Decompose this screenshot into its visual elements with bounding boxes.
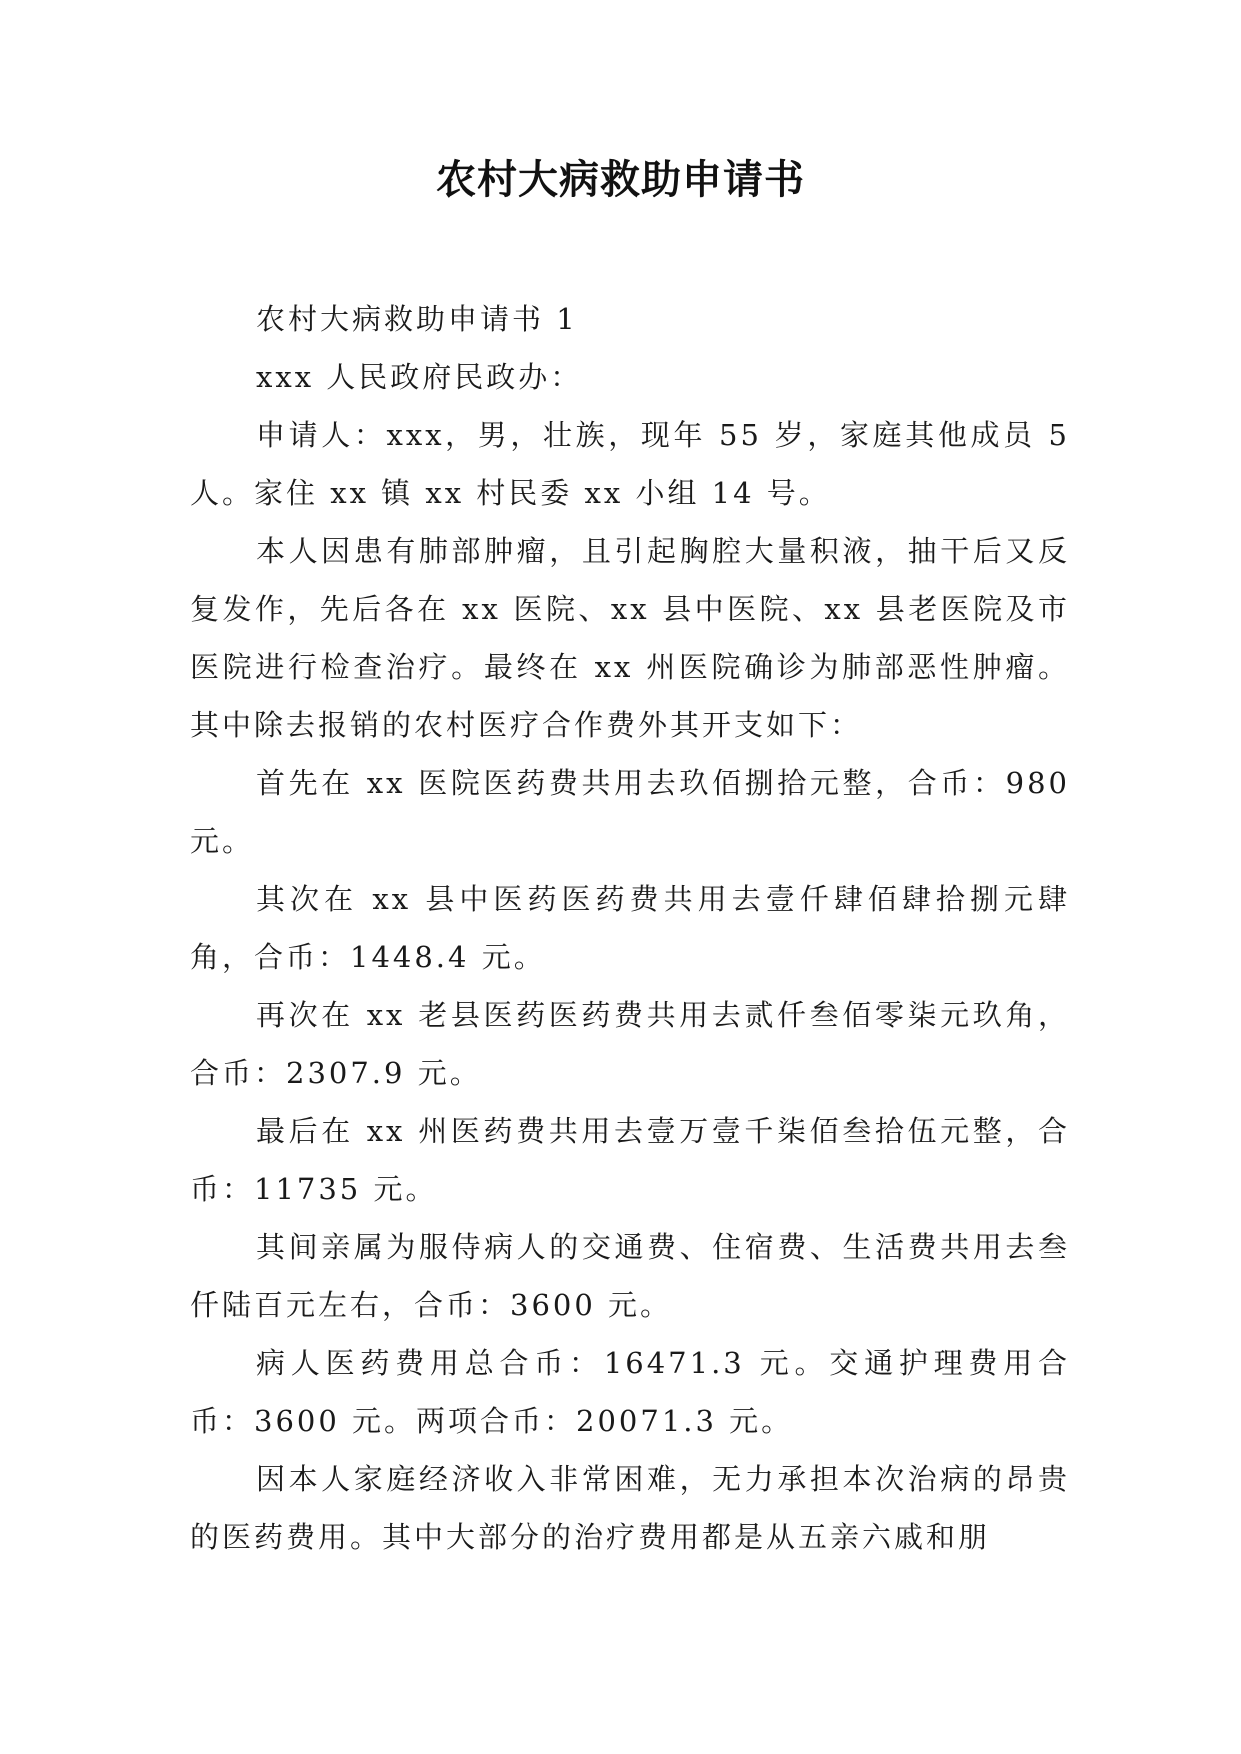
- paragraph: 首先在 xx 医院医药费共用去玖佰捌拾元整，合币：980 元。: [190, 766, 1070, 858]
- paragraph: 本人因患有肺部肿瘤，且引起胸腔大量积液，抽干后又反复发作，先后各在 xx 医院、xx 县中医院、xx 县老医院及市医院进行检查治疗。最终在 xx 州医院确诊为肺部恶性肿瘤。其中除去报销的农村医疗合作费外其开支如下：: [190, 534, 1070, 742]
- paragraph: 农村大病救助申请书 1: [256, 302, 578, 336]
- paragraph: xxx 人民政府民政办：: [256, 360, 583, 394]
- document-body: [190, 290, 1070, 1566]
- paragraph: 其次在 xx 县中医药医药费共用去壹仟肆佰肆拾捌元肆角，合币：1448.4 元。: [190, 882, 1070, 974]
- document-title: 农村大病救助申请书: [436, 156, 805, 203]
- paragraph: 其间亲属为服侍病人的交通费、住宿费、生活费共用去叁仟陆百元左右，合币：3600 元。: [190, 1230, 1070, 1322]
- paragraph: 申请人：xxx，男，壮族，现年 55 岁，家庭其他成员 5 人。家住 xx 镇 xx 村民委 xx 小组 14 号。: [190, 418, 1070, 510]
- paragraph: 最后在 xx 州医药费共用去壹万壹千柒佰叁拾伍元整，合币：11735 元。: [190, 1114, 1070, 1206]
- paragraph: 因本人家庭经济收入非常困难，无力承担本次治病的昂贵的医药费用。其中大部分的治疗费用都是从五亲六戚和朋: [190, 1462, 1070, 1554]
- paragraph: 再次在 xx 老县医药医药费共用去贰仟叁佰零柒元玖角，合币：2307.9 元。: [190, 998, 1070, 1090]
- paragraph: 病人医药费用总合币：16471.3 元。交通护理费用合币：3600 元。两项合币：20071.3 元。: [190, 1346, 1070, 1438]
